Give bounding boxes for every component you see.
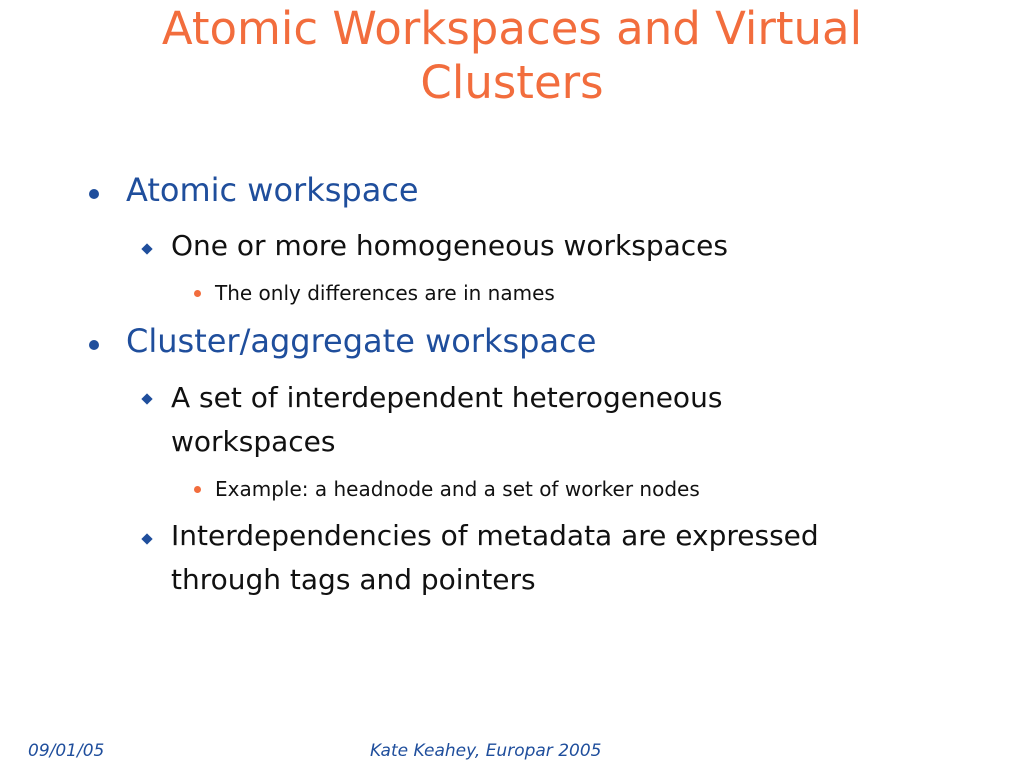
bullet-level1: Atomic workspace <box>126 171 419 209</box>
footer-author: Kate Keahey, Europar 2005 <box>370 741 602 761</box>
bullet-level2: A set of interdependent heterogeneous workspaces <box>171 381 723 458</box>
bullet-diamond-icon <box>141 243 152 254</box>
bullet-level2: One or more homogeneous workspaces <box>171 229 728 262</box>
bullet-dot-icon <box>89 189 99 199</box>
bullet-dot-icon <box>89 340 99 350</box>
slide-title: Atomic Workspaces and Virtual Clusters <box>161 2 863 109</box>
bullet-level3: Example: a headnode and a set of worker nodes <box>215 477 700 501</box>
bullet-level3: The only differences are in names <box>215 281 555 305</box>
bullet-level2: Interdependencies of metadata are expressed through tags and pointers <box>171 519 819 596</box>
footer-date: 09/01/05 <box>28 741 105 761</box>
bullet-dot-small-icon <box>194 486 201 493</box>
bullet-level1: Cluster/aggregate workspace <box>126 322 597 360</box>
bullet-diamond-icon <box>141 393 152 404</box>
bullet-dot-small-icon <box>194 290 201 297</box>
bullet-diamond-icon <box>141 533 152 544</box>
